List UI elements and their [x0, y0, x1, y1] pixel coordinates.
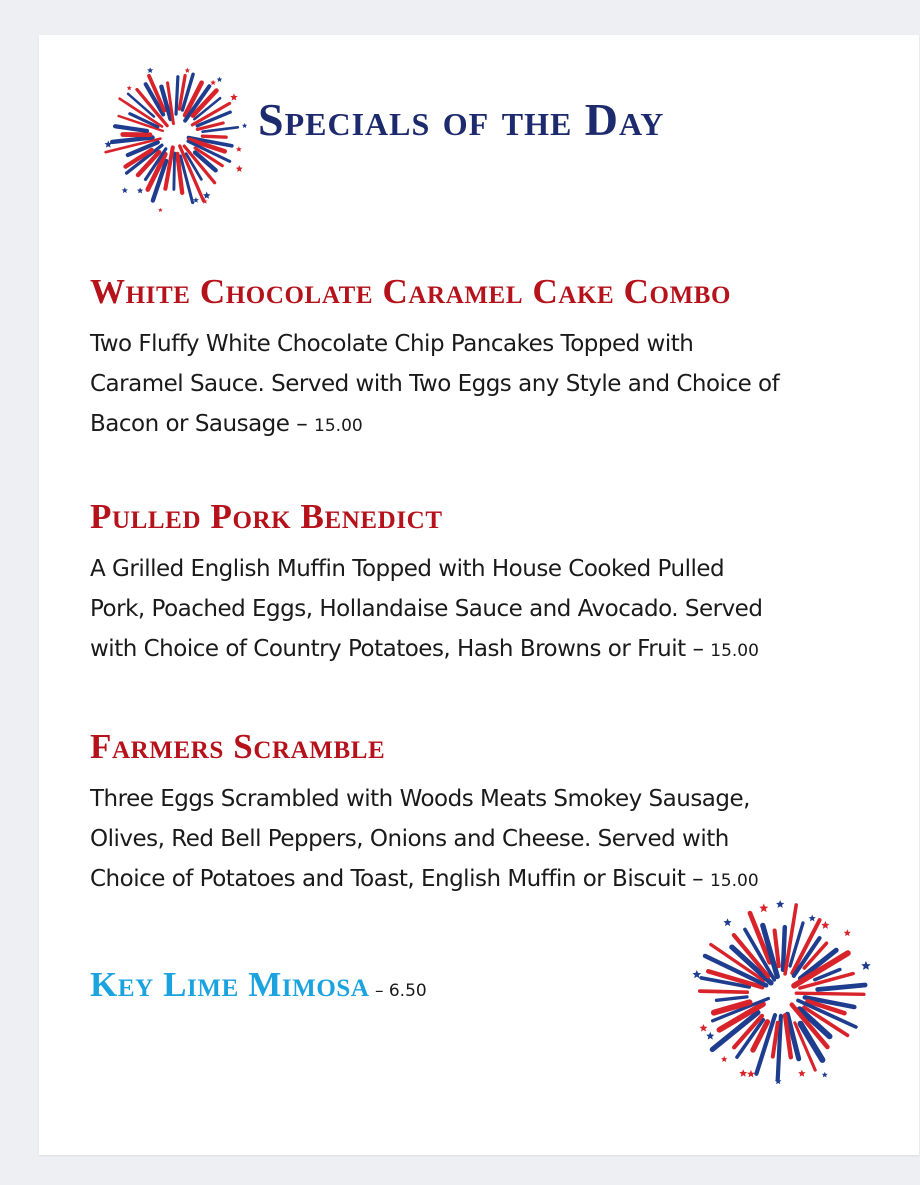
star-icon: [700, 1024, 708, 1032]
item-price: 15.00: [709, 871, 759, 891]
star-icon: [203, 192, 211, 199]
page-title: Specials of the Day: [258, 94, 665, 145]
star-icon: [798, 1070, 806, 1077]
firework-ray: [700, 991, 747, 992]
description-line: Two Fluffy White Chocolate Chip Pancakes Topped with: [90, 331, 694, 357]
firework-ray: [115, 126, 147, 131]
star-icon: [122, 187, 128, 193]
star-icon: [723, 918, 731, 926]
description-line: A Grilled English Muffin Topped with House Cooked Pulled: [90, 556, 725, 582]
item-price: 15.00: [710, 641, 759, 661]
menu-item: [90, 272, 890, 446]
item-description: [90, 779, 890, 901]
item-description: [90, 324, 890, 446]
star-icon: [739, 1069, 747, 1077]
drink-price: – 6.50: [369, 981, 427, 1001]
star-icon: [236, 146, 242, 152]
star-icon: [706, 1032, 714, 1040]
item-name: Pulled Pork Benedict: [90, 497, 443, 536]
firework-ray: [818, 985, 865, 990]
star-icon: [721, 1056, 727, 1062]
star-icon: [217, 77, 223, 82]
item-description: [90, 549, 890, 671]
description-line: Caramel Sauce. Served with Two Eggs any Style and Choice of: [90, 371, 780, 397]
star-icon: [147, 67, 153, 73]
star-icon: [127, 85, 132, 90]
star-icon: [844, 929, 851, 936]
firework-ray: [783, 927, 785, 970]
description-line: with Choice of Country Potatoes, Hash Browns or Fruit –: [90, 636, 711, 662]
star-icon: [210, 80, 216, 85]
firework-icon: [95, 55, 255, 215]
menu-item: [90, 497, 890, 671]
firework-ray: [174, 153, 175, 189]
item-name: Farmers Scramble: [90, 727, 386, 766]
star-icon: [185, 68, 190, 73]
star-icon: [158, 208, 163, 212]
description-line: Olives, Red Bell Peppers, Onions and Cheese. Served with: [90, 826, 729, 852]
firework-ray: [773, 1023, 778, 1057]
star-icon: [236, 165, 243, 172]
item-name: White Chocolate Caramel Cake Combo: [90, 272, 732, 311]
item-price: 15.00: [314, 416, 363, 436]
firework-ray: [717, 997, 748, 1000]
star-icon: [861, 961, 871, 970]
description-line: Choice of Potatoes and Toast, English Muffin or Biscuit –: [90, 866, 710, 892]
firework-ray: [176, 77, 178, 114]
description-line: Pork, Poached Eggs, Hollandaise Sauce and Avocado. Served: [90, 596, 763, 622]
star-icon: [242, 123, 247, 128]
star-icon: [776, 900, 784, 908]
star-icon: [747, 1070, 755, 1078]
drink-name: Key Lime Mimosa: [90, 965, 370, 1004]
firework-ray: [202, 136, 226, 137]
star-icon: [809, 915, 816, 922]
star-icon: [137, 187, 143, 193]
description-line: Bacon or Sausage –: [90, 411, 315, 437]
star-icon: [759, 904, 768, 913]
menu-page: [39, 35, 919, 1155]
star-icon: [230, 93, 238, 100]
firework-ray: [796, 993, 864, 994]
firework-icon: [682, 893, 882, 1093]
drink-special: [90, 965, 427, 1011]
star-icon: [821, 921, 829, 929]
menu-item: [90, 727, 890, 901]
star-icon: [822, 1072, 828, 1078]
description-line: Three Eggs Scrambled with Woods Meats Smokey Sausage,: [90, 786, 750, 812]
